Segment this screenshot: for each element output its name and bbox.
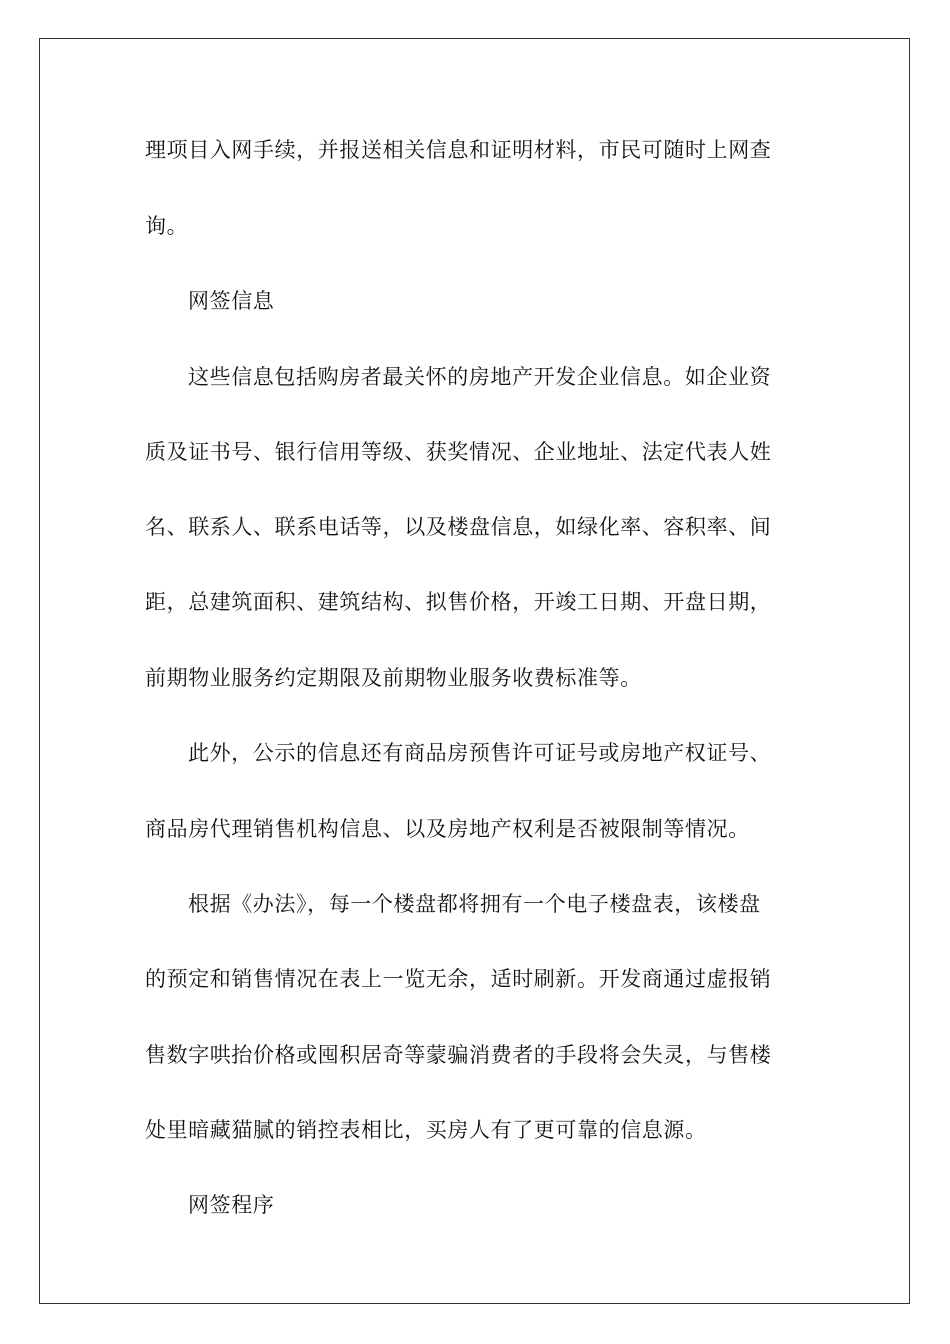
text-line: 处里暗藏猫腻的销控表相比，买房人有了更可靠的信息源。 [145, 1118, 707, 1142]
text-line: 此外，公示的信息还有商品房预售许可证号或房地产权证号、 [188, 741, 772, 765]
text-line: 商品房代理销售机构信息、以及房地产权利是否被限制等情况。 [145, 817, 750, 841]
text-line: 根据《办法》，每一个楼盘都将拥有一个电子楼盘表，该楼盘 [188, 892, 761, 916]
section-heading: 网签程序 [188, 1193, 275, 1217]
text-line: 前期物业服务约定期限及前期物业服务收费标准等。 [145, 666, 642, 690]
section-heading: 网签信息 [188, 289, 275, 313]
text-line: 距，总建筑面积、建筑结构、拟售价格，开竣工日期、开盘日期， [145, 590, 772, 614]
text-line: 质及证书号、银行信用等级、获奖情况、企业地址、法定代表人姓 [145, 440, 772, 464]
text-line: 这些信息包括购房者最关怀的房地产开发企业信息。如企业资 [188, 365, 772, 389]
text-line: 询。 [145, 214, 189, 238]
text-line: 名、联系人、联系电话等，以及楼盘信息，如绿化率、容积率、间 [145, 515, 772, 539]
text-line: 售数字哄抬价格或囤积居奇等蒙骗消费者的手段将会失灵，与售楼 [145, 1043, 772, 1067]
text-line: 理项目入网手续，并报送相关信息和证明材料，市民可随时上网查 [145, 138, 772, 162]
text-line: 的预定和销售情况在表上一览无余，适时刷新。开发商通过虚报销 [145, 967, 772, 991]
